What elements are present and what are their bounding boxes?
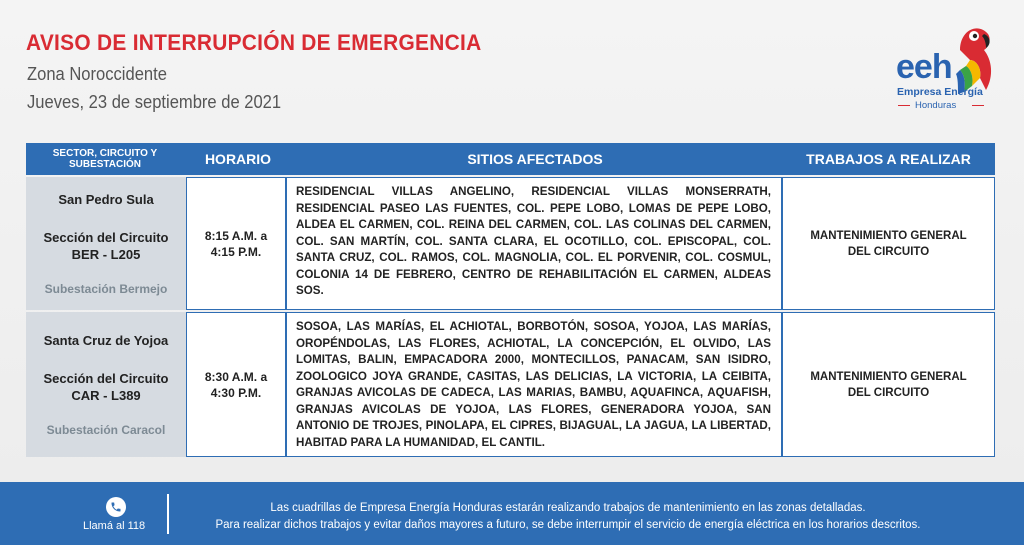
sector-substation: Subestación Caracol	[46, 422, 166, 437]
table-row-sites: SOSOA, LAS MARÍAS, EL ACHIOTAL, BORBOTÓN, SOSOA, YOJOA, LAS MARÍAS, OROPÉNDOLAS, LAS FLORES, ACHIOTAL, LA CONCEPCIÓN, EL OLVIDO, LAS LOMITAS, BALIN, EMPACADORA 2000, MONTECILLOS, PANACAM, SAN ISIDRO, ZOOLOGICO JOYA GRANDE, CASITAS, LAS DELICIAS, LA VICTORIA, LA CEIBITA, GRANJAS AVICOLAS DE CADECA, LAS MARIAS, BAMBU, AQUAFINCA, AQUAFISH, GRANJAS AVICOLAS DE YOJOA, LAS FLORES, GENERADORA YOJOA, SAN ANTONIO DE TROJES, PINOLAPA, EL CIPRES, BIJAGUAL, LA JAGUA, LA LIBERTAD, HABITAD PARA LA HUMANIDAD, EL CANTIL.	[286, 312, 782, 457]
date-subtitle: Jueves, 23 de septiembre de 2021	[27, 92, 282, 112]
work-line2: DEL CIRCUITO	[847, 386, 930, 399]
sector-city: San Pedro Sula	[58, 191, 154, 207]
table-row-time	[186, 312, 286, 457]
table-row-works	[782, 177, 995, 310]
header-sector: SECTOR, CIRCUITO Y SUBESTACIÓN	[52, 148, 158, 170]
table-row-sector	[26, 177, 186, 310]
table-row-time	[186, 177, 286, 310]
brand-dash-right	[972, 105, 984, 106]
sector-city: Santa Cruz de Yojoa	[43, 332, 169, 348]
zone-subtitle: Zona Noroccidente	[27, 64, 167, 84]
work-line1: MANTENIMIENTO GENERAL	[810, 229, 967, 242]
circuit-line1: Sección del Circuito	[43, 229, 169, 245]
phone-icon[interactable]	[106, 497, 126, 517]
header-sites: SITIOS AFECTADOS	[467, 151, 603, 167]
sector-circuit	[44, 370, 169, 404]
table-row-sector	[26, 312, 186, 457]
footer-note-line2: Para realizar dichos trabajos y evitar daños mayores a futuro, se debe interrumpir el servicio de energía eléctrica en los horarios descritos.	[215, 518, 921, 531]
sector-circuit	[44, 229, 169, 263]
page-title: AVISO DE INTERRUPCIÓN DE EMERGENCIA	[26, 30, 482, 55]
time-line2: 4:30 P.M.	[210, 385, 262, 400]
phone-glyph-icon	[110, 501, 122, 513]
call-label[interactable]: Llamá al 118	[83, 520, 146, 532]
time-line2: 4:15 P.M.	[210, 244, 262, 259]
table-row-works	[782, 312, 995, 457]
work-line1: MANTENIMIENTO GENERAL	[810, 370, 967, 383]
circuit-line1: Sección del Circuito	[43, 370, 169, 386]
footer-note	[178, 500, 958, 533]
table-row-sites: RESIDENCIAL VILLAS ANGELINO, RESIDENCIAL VILLAS MONSERRATH, RESIDENCIAL PASEO LAS FUENTES, COL. PEPE LOBO, LOMAS DE PEPE LOBO, ALDEA EL CARMEN, COL. REINA DEL CARMEN, COL. LAS COLINAS DEL CARMEN, COL. SAN MARTÍN, COL. SANTA CLARA, EL OCOTILLO, COL. EPISCOPAL, COL. SANTA CRUZ, COL. RAMOS, COL. MAGNOLIA, COL. EL PORVENIR, COL. COSMUL, COLONIA 14 DE FEBRERO, CENTRO DE REHABILITACIÓN EL CARMEN, ALDEAS SOS.	[286, 177, 782, 310]
footer-divider	[167, 494, 169, 534]
time-line1: 8:15 A.M. a	[204, 228, 268, 243]
footer-note-line1: Las cuadrillas de Empresa Energía Honduras estarán realizando trabajos de mantenimiento en las zonas detalladas.	[270, 502, 866, 514]
time-line1: 8:30 A.M. a	[204, 369, 268, 384]
sector-substation: Subestación Bermejo	[44, 281, 168, 296]
table-header	[26, 143, 995, 175]
brand-dash-left	[898, 105, 910, 106]
header-time: HORARIO	[204, 151, 272, 167]
circuit-line2: CAR - L389	[71, 387, 141, 403]
circuit-line2: BER - L205	[71, 246, 141, 262]
brand-logo-text: eeh	[896, 48, 952, 86]
header-works: TRABAJOS A REALIZAR	[806, 151, 971, 167]
work-line2: DEL CIRCUITO	[847, 245, 930, 258]
brand-name-line2: Honduras	[915, 100, 957, 111]
brand-name-line1: Empresa Energía	[897, 86, 983, 98]
